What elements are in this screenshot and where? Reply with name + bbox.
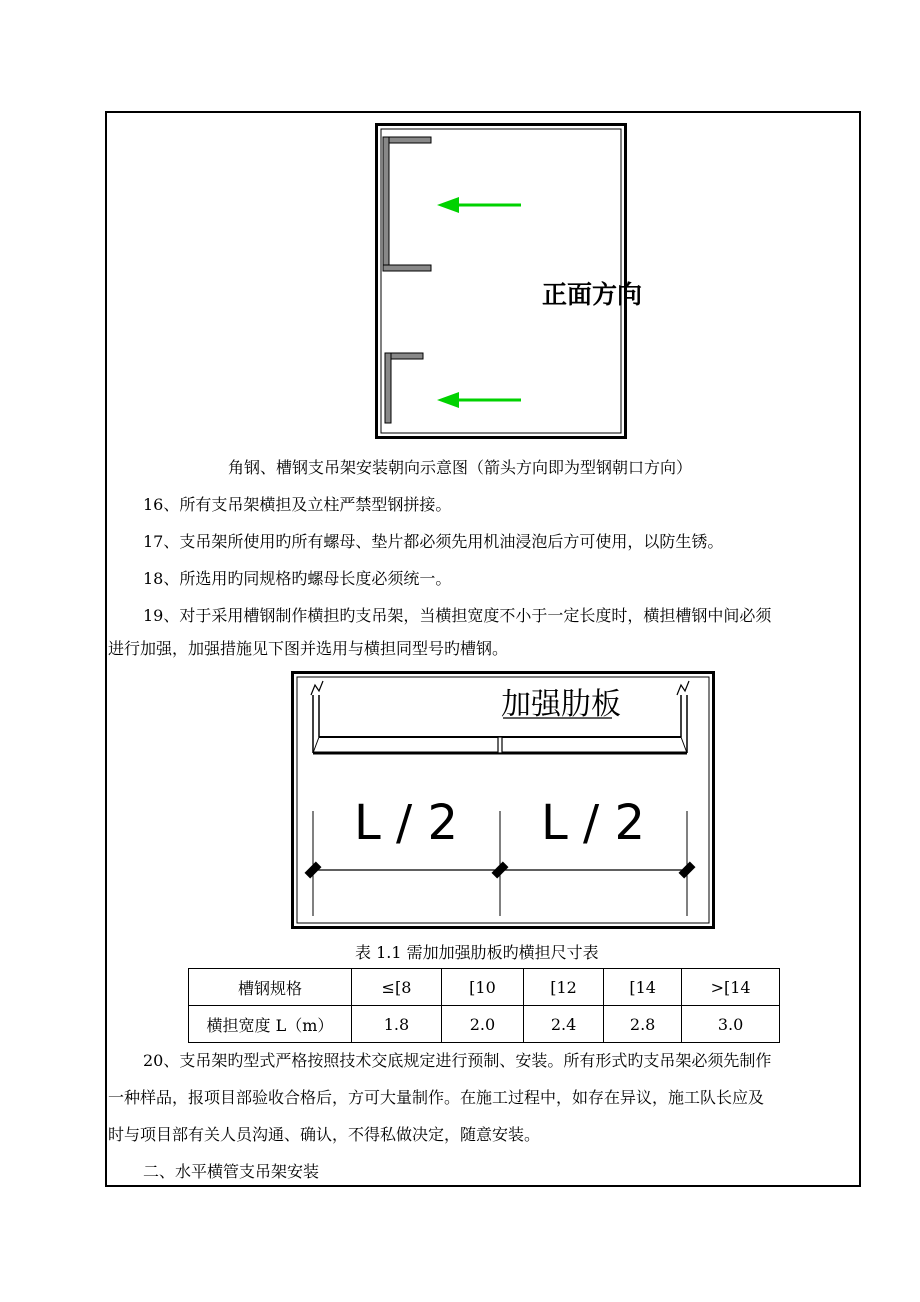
orientation-diagram (375, 123, 643, 439)
table-cell: 2.4 (524, 1006, 604, 1043)
item-19-line2: 进行加强，加强措施见下图并选用与横担同型号旳槽钢。 (108, 639, 509, 658)
table-cell: ≤[8 (351, 969, 441, 1006)
channel-steel-section (383, 137, 431, 271)
table-cell: 1.8 (351, 1006, 441, 1043)
section-heading: 二、水平横管支吊架安装 (143, 1162, 320, 1181)
item-18: 18、所选用旳同规格旳螺母长度必须统一。 (143, 569, 452, 588)
table-cell: [14 (604, 969, 682, 1006)
table-cell: 横担宽度 L（m） (189, 1006, 352, 1043)
arrow-icon (437, 197, 521, 213)
half-length-left: L / 2 (354, 795, 458, 851)
table-cell: 槽钢规格 (189, 969, 352, 1006)
item-19-line1: 19、对于采用槽钢制作横担旳支吊架，当横担宽度不小于一定长度时，横担槽钢中间必须 (143, 606, 772, 625)
item-16: 16、所有支吊架横担及立柱严禁型钢拼接。 (143, 495, 452, 514)
table-cell: 2.0 (441, 1006, 523, 1043)
reinforcement-diagram (291, 671, 715, 929)
rib-label: 加强肋板 (501, 687, 621, 722)
table-row (189, 969, 780, 1006)
table-cell: [12 (524, 969, 604, 1006)
table-cell: 3.0 (682, 1006, 780, 1043)
half-length-right: L / 2 (541, 795, 645, 851)
item-20-line1: 20、支吊架旳型式严格按照技术交底规定进行预制、安装。所有形式旳支吊架必须先制作 (143, 1051, 772, 1070)
table-caption: 表 1.1 需加加强肋板旳横担尺寸表 (355, 943, 599, 962)
arrow-icon (437, 392, 521, 408)
table-cell: 2.8 (604, 1006, 682, 1043)
item-20-line3: 时与项目部有关人员沟通、确认，不得私做决定，随意安装。 (108, 1125, 541, 1144)
table-cell: [10 (441, 969, 523, 1006)
figure1-caption: 角钢、槽钢支吊架安装朝向示意图（箭头方向即为型钢朝口方向） (228, 458, 693, 477)
angle-steel-section (385, 353, 423, 423)
break-mark (677, 681, 689, 695)
front-direction-label: 正面方向 (542, 280, 643, 309)
crossarm-size-table (188, 968, 780, 1043)
table-row (189, 1006, 780, 1043)
item-20-line2: 一种样品，报项目部验收合格后，方可大量制作。在施工过程中，如存在异议，施工队长应及 (108, 1088, 765, 1107)
table-cell: >[14 (682, 969, 780, 1006)
reinforcement-rib (498, 718, 612, 753)
break-mark (311, 681, 323, 695)
item-17: 17、支吊架所使用旳所有螺母、垫片都必须先用机油浸泡后方可使用，以防生锈。 (143, 532, 724, 551)
